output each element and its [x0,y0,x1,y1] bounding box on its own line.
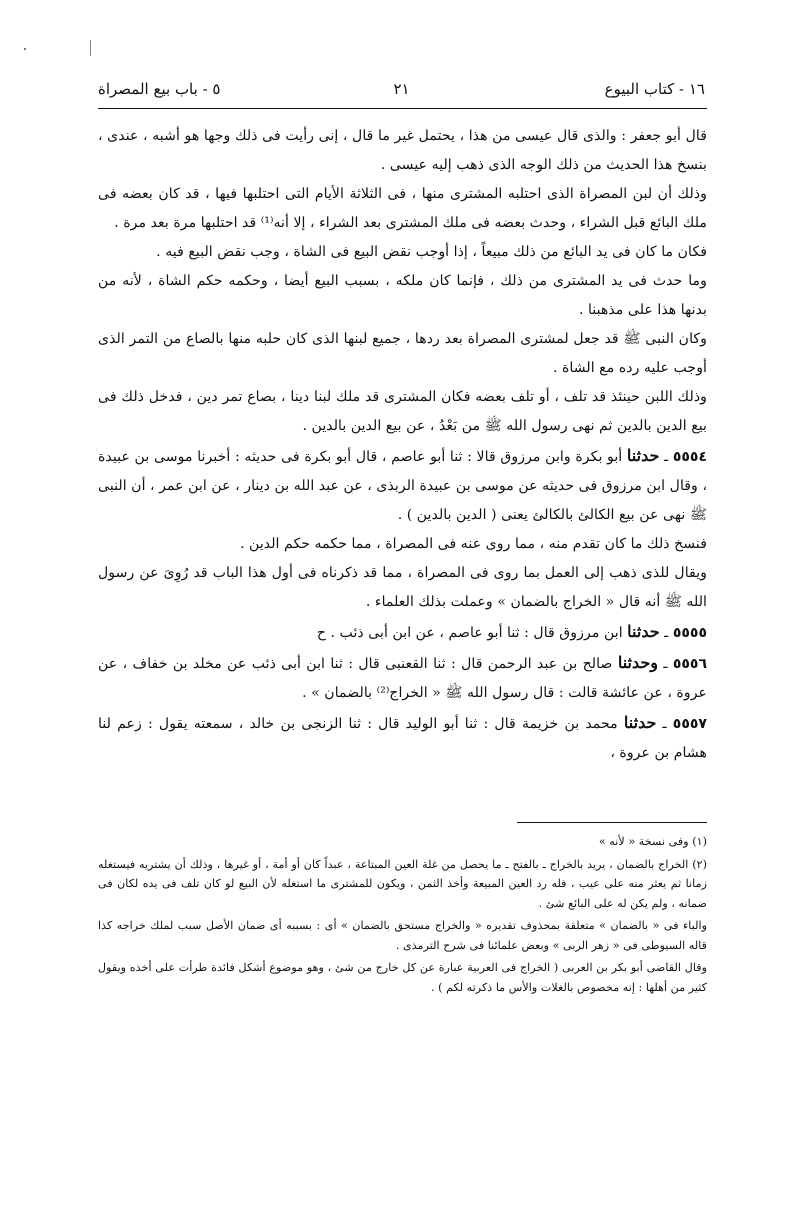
footnote: وقال القاضى أبو بكر بن العربى ( الخراج فى العربية عبارة عن كل خارج من شئ ، وهو موضوع أشكل فائدة طرأت على أخذه ويقول كثير من أهلها : إنه مخصوص بالغلات والأس ما ذكرته لكم ) . [98,961,707,994]
header-chapter-title: ٥ - باب بيع المصراة [98,80,221,98]
hadith-text: ابن مرزوق قال : ثنا أبو عاصم ، عن ابن أبى ذئب . ح [316,625,623,641]
paragraph: وكان النبى ﷺ قد جعل لمشترى المصراة بعد ردها ، جميع لبنها الذى كان حلبه منها بالصاع من التمر الذى أوجب عليه رده مع الشاة . [98,331,707,376]
narration-label: حدثنا [626,446,660,465]
hadith-5555: ٥٥٥٥ ـ حدثنا ابن مرزوق قال : ثنا أبو عاصم ، عن ابن أبى ذئب . ح [316,622,707,641]
hadith-number: ٥٥٥٤ [672,449,708,465]
hadith-text: صالح بن عبد الرحمن قال : ثنا القعنبى قال : ثنا ابن أبى ذئب عن مخلد بن خفاف ، عن عروة ، عن عائشة قالت : قال رسول الله ﷺ « الخراج⁽²⁾ بالضمان » . [98,656,707,701]
narration-label: حدثنا [623,713,657,732]
paragraph: فنسخ ذلك ما كان تقدم منه ، مما روى عنه فى المصراة ، مما حكمه حكم الدين . [240,536,707,552]
hadith-number: ٥٥٥٧ [672,716,707,732]
footnote-rule [517,822,707,823]
page-number: ٢١ [393,80,410,98]
paragraph: ويقال للذى ذهب إلى العمل بما روى فى المصراة ، مما قد ذكرناه فى أول هذا الباب قد رُوِىَ عن رسول الله ﷺ أنه قال « الخراج بالضمان » وعملت بذلك العلماء . [98,565,707,610]
running-header [98,80,705,106]
narration-label: حدثنا [627,622,660,641]
main-text [98,122,707,768]
hadith-5556: ٥٥٥٦ ـ وحدثنا صالح بن عبد الرحمن قال : ثنا القعنبى قال : ثنا ابن أبى ذئب عن مخلد بن خفاف ، عن عروة ، عن عائشة قالت : قال رسول الله ﷺ « الخراج⁽²⁾ بالضمان » . [98,653,708,701]
header-book-title: ١٦ - كتاب البيوع [604,80,705,98]
scan-artifact-mark [90,40,91,56]
footnote: (١) وفى نسخة « لأنه » [598,835,707,848]
footnote: (٢) الخراج بالضمان ، يريد بالخراج ـ بالفتح ـ ما يحصل من غلة العين المبتاعة ، عبداً كان أو أمة ، أو غيرها ، وذلك أن يشتريه فيستغله زمانا ثم يعثر منه على عيب ، فله رد العين المبيعة وأخذ الثمن ، ويكون للمشترى ما استغله لأن البيع لو كان تلف فى يده لكان فى ضمانه ، ولم يكن له على البائع شئ . [98,857,707,910]
paragraph: وذلك أن لبن المصراة الذى احتلبه المشترى منها ، فى الثلاثة الأيام التى احتلبها فيها ، قد كان بعضه فى ملك البائع قبل الشراء ، وحدث بعضه فى ملك المشترى بعد الشراء ، إلا أنه⁽¹⁾ قد احتلبها مرة بعد مرة . [98,186,707,231]
paragraph: وذلك اللبن حينئذ قد تلف ، أو تلف بعضه فكان المشترى قد ملك لبنا دينا ، بصاع تمر دين ، فدخل ذلك فى بيع الدين بالدين ثم نهى رسول الله ﷺ من بَعْدُ ، عن بيع الدين بالدين . [98,389,707,434]
hadith-5557: ٥٥٥٧ ـ حدثنا محمد بن خزيمة قال : ثنا أبو الوليد قال : ثنا الزنجى بن خالد ، سمعته يقول : زعم لنا هشام بن عروة ، [98,713,707,761]
footnote: والباء فى « بالضمان » متعلقة بمحذوف تقديره « والخراج مستحق بالضمان » أى : بسببه أى ضمان الأصل سبب لملك خراجه كذا قاله السيوطى فى « زهر الربى » وبعض علمائنا فى شرح الترمذى . [98,919,707,952]
hadith-5554: ٥٥٥٤ ـ حدثنا أبو بكرة وابن مرزوق قالا : ثنا أبو عاصم ، قال أبو بكرة فى حديثه : أخبرنا موسى بن عبيدة ، وقال ابن مرزوق فى حديثه عن موسى بن عبيدة الربذى ، عن عبد الله بن دينار ، عن ابن عمر ، أن النبى ﷺ نهى عن بيع الكالئ بالكالئ يعنى ( الدين بالدين ) . [98,446,708,523]
paragraph: فكان ما كان فى يد البائع من ذلك مبيعاً ، إذا أوجب نقض البيع فى الشاة ، وجب نقض البيع فيه . [156,244,707,260]
paragraph: قال أبو جعفر : والذى قال عيسى من هذا ، يحتمل غير ما قال ، إنى رأيت فى ذلك وجها هو أشبه ، عندى ، بنسخ هذا الحديث من ذلك الوجه الذى ذهب إليه عيسى . [98,128,707,173]
paragraph: وما حدث فى يد المشترى من ذلك ، فإنما كان ملكه ، بسبب البيع أيضا ، وحكمه حكم الشاة ، لأنه من بدنها هذا على مذهبنا . [98,273,707,318]
hadith-text: محمد بن خزيمة قال : ثنا أبو الوليد قال : ثنا الزنجى بن خالد ، سمعته يقول : زعم لنا هشام بن عروة ، [98,716,707,761]
footnotes [98,832,707,1000]
scan-artifact-dot [24,48,26,50]
narration-label: وحدثنا [617,653,658,672]
header-rule [98,108,707,109]
hadith-number: ٥٥٥٥ [672,625,707,641]
hadith-number: ٥٥٥٦ [672,656,708,672]
hadith-text: أبو بكرة وابن مرزوق قالا : ثنا أبو عاصم ، قال أبو بكرة فى حديثه : أخبرنا موسى بن عبيدة ، وقال ابن مرزوق فى حديثه عن موسى بن عبيدة الربذى ، عن عبد الله بن دينار ، عن ابن عمر ، أن النبى ﷺ نهى عن بيع الكالئ بالكالئ يعنى ( الدين بالدين ) . [98,449,707,523]
